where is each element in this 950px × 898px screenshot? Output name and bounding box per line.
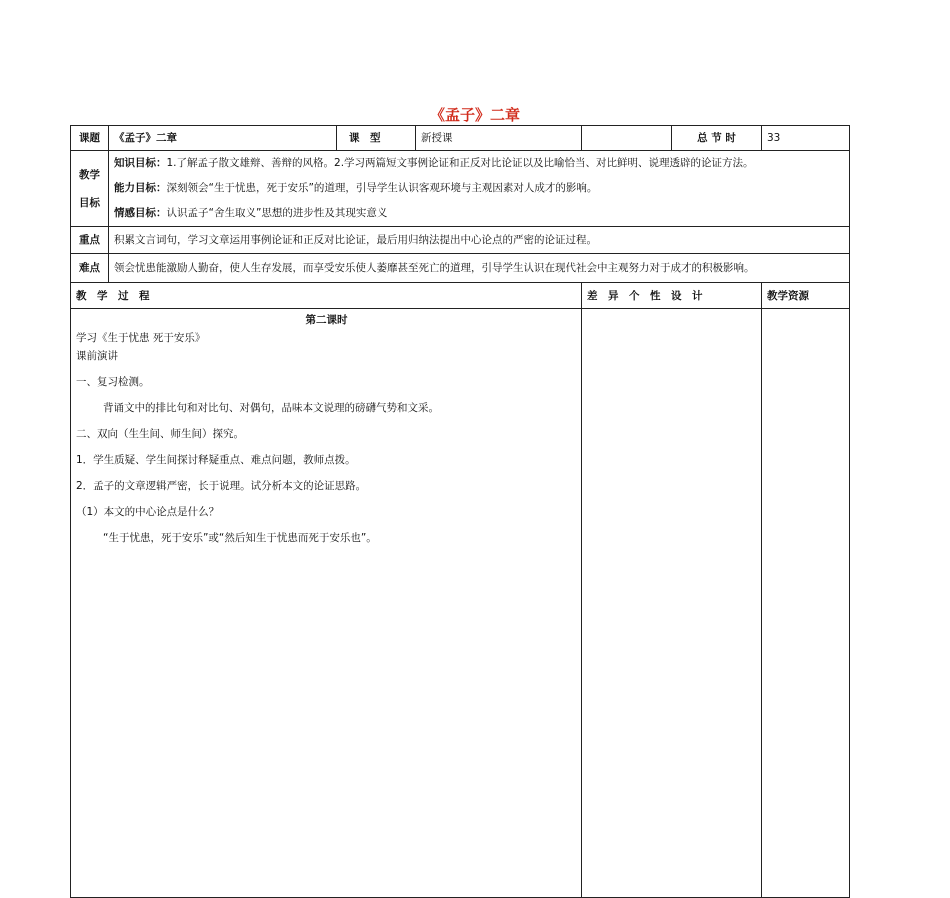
page-title: 《孟子》二章 — [429, 106, 520, 124]
key-point-label: 重点 — [71, 227, 109, 254]
emotion-goal-label: 情感目标： — [114, 207, 167, 219]
differentiation-content — [582, 309, 762, 898]
goals-row — [71, 151, 850, 227]
emotion-goal-text: 认识孟子“舍生取义”思想的进步性及其现实意义 — [166, 207, 388, 219]
process-line: 课前演讲 — [76, 350, 118, 362]
process-line: 1．学生质疑、学生间探讨释疑重点、难点问题，教师点拨。 — [76, 454, 356, 466]
ability-goal-text: 深刻领会“生于忧患，死于安乐”的道理，引导学生认识客观环境与主观因素对人成才的影响。 — [166, 182, 598, 194]
knowledge-goal — [114, 151, 844, 176]
process-line: 2．孟子的文章逻辑严密，长于说理。试分析本文的论证思路。 — [76, 480, 367, 492]
ability-goal-label: 能力目标： — [114, 182, 167, 194]
process-line: 一、复习检测。 — [76, 376, 150, 388]
goals-label-top: 教学 — [79, 168, 100, 181]
process-line: 背诵文中的排比句和对比句、对偶句，品味本文说理的磅礴气势和文采。 — [103, 402, 439, 414]
process-line: “生于忧患，死于安乐”或“然后知生于忧患而死于安乐也”。 — [103, 532, 377, 544]
resources-content — [762, 309, 850, 898]
process-line: 学习《生于忧患 死于安乐》 — [76, 332, 206, 344]
type-value: 新授课 — [416, 126, 582, 151]
process-row — [71, 309, 850, 898]
emotion-goal — [114, 201, 844, 226]
knowledge-goal-text: 1.了解孟子散文雄辩、善辩的风格。2.学习两篇短文事例论证和正反对比论证以及比喻恰当、对比鲜明、说理透辟的论证方法。 — [166, 157, 754, 169]
hours-value: 33 — [762, 126, 850, 151]
process-line: 二、双向（生生间、师生间）探究。 — [76, 428, 244, 440]
process-header-row — [71, 283, 850, 309]
key-point-text: 积累文言词句，学习文章运用事例论证和正反对比论证，最后用归纳法提出中心论点的严密的论证过程。 — [109, 227, 850, 254]
topic-value: 《孟子》二章 — [109, 126, 337, 151]
blank-cell — [582, 126, 672, 151]
hours-label: 总 节 时 — [672, 126, 762, 151]
knowledge-goal-label: 知识目标： — [114, 157, 167, 169]
header-row — [71, 126, 850, 151]
resources-header: 教学资源 — [762, 283, 850, 309]
difficulty-row — [71, 254, 850, 283]
type-label: 课 型 — [337, 126, 416, 151]
goals-content — [109, 151, 850, 227]
process-header: 教 学 过 程 — [71, 283, 582, 309]
difficulty-text: 领会忧患能激励人勤奋，使人生存发展，而享受安乐使人萎靡甚至死亡的道理，引导学生认识在现代社会中主观努力对于成才的积极影响。 — [109, 254, 850, 283]
ability-goal — [114, 176, 844, 201]
lesson-plan-table — [70, 125, 850, 898]
difficulty-label: 难点 — [71, 254, 109, 283]
process-line: （1）本文的中心论点是什么？ — [76, 506, 220, 518]
differentiation-header: 差 异 个 性 设 计 — [582, 283, 762, 309]
key-point-row — [71, 227, 850, 254]
topic-label: 课题 — [71, 126, 109, 151]
process-content — [71, 309, 582, 898]
goals-label-bottom: 目标 — [79, 196, 100, 209]
session-title: 第二课时 — [305, 314, 348, 326]
goals-label — [71, 151, 109, 227]
